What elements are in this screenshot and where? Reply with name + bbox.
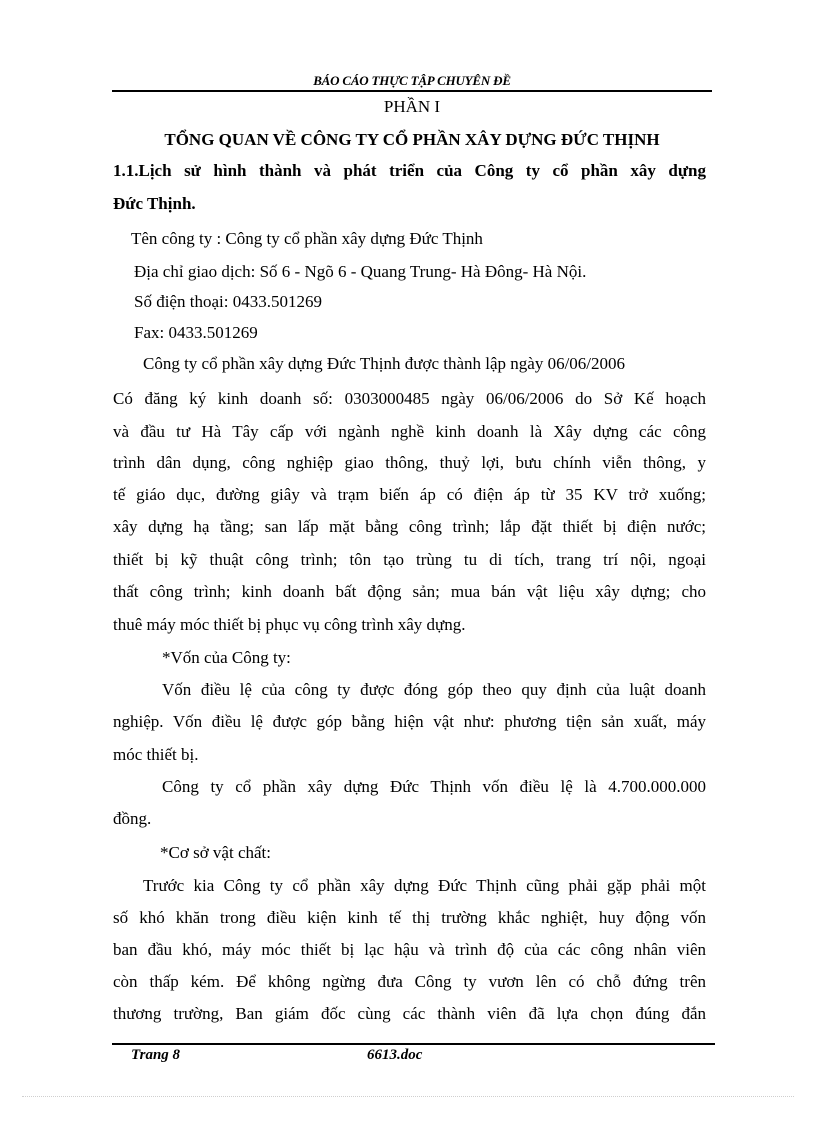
paragraph-line: thất công trình; kinh doanh bất động sản; mua bán vật liệu xây dựng; cho [113, 582, 706, 601]
paragraph-line: còn thấp kém. Để không ngừng đưa Công ty vươn lên có chỗ đứng trên [113, 972, 706, 991]
footer-filename: 6613.doc [367, 1047, 423, 1063]
subheading-line-2: Đức Thịnh. [113, 194, 196, 213]
header-divider [112, 90, 712, 92]
paragraph-line: Có đăng ký kinh doanh số: 0303000485 ngày 06/06/2006 do Sở Kế hoạch [113, 389, 706, 408]
paragraph-line: thiết bị kỹ thuật công trình; tôn tạo trùng tu di tích, trang trí nội, ngoại [113, 550, 706, 569]
company-name: Tên công ty : Công ty cổ phần xây dựng Đức Thịnh [131, 229, 483, 248]
capital-heading: *Vốn của Công ty: [162, 648, 291, 667]
paragraph-line: móc thiết bị. [113, 745, 199, 764]
facilities-heading: *Cơ sở vật chất: [160, 843, 271, 862]
paragraph-line: Trước kia Công ty cổ phần xây dựng Đức Thịnh cũng phải gặp phải một [143, 876, 706, 895]
company-fax: Fax: 0433.501269 [134, 323, 258, 342]
paragraph-line: Công ty cổ phần xây dựng Đức Thịnh được thành lập ngày 06/06/2006 [143, 354, 626, 373]
paragraph-line: Vốn điều lệ của công ty được đóng góp theo quy định của luật doanh [162, 680, 706, 699]
paragraph-line: trình dân dụng, công nghiệp giao thông, thuỷ lợi, bưu chính viễn thông, y [113, 453, 706, 472]
section-title: TỔNG QUAN VỀ CÔNG TY CỔ PHẦN XÂY DỰNG ĐỨC THỊNH [164, 130, 660, 149]
paragraph-line: thương trường, Ban giám đốc cùng các thành viên đã lựa chọn đúng đắn [113, 1004, 706, 1023]
subheading-line-1: 1.1.Lịch sử hình thành và phát triển của Công ty cổ phần xây dựng [113, 161, 706, 180]
footer-page-number: Trang 8 [131, 1047, 181, 1063]
paragraph-line: và đầu tư Hà Tây cấp với ngành nghề kinh doanh là Xây dựng các công [113, 422, 706, 441]
paragraph-line: nghiệp. Vốn điều lệ được góp bằng hiện vật như: phương tiện sản xuất, máy [113, 712, 706, 731]
paragraph-line: thuê máy móc thiết bị phục vụ công trình xây dựng. [113, 615, 466, 634]
company-phone: Số điện thoại: 0433.501269 [134, 292, 322, 311]
paragraph-line: xây dựng hạ tầng; san lấp mặt bằng công trình; lắp đặt thiết bị điện nước; [113, 517, 706, 536]
paragraph-line: đồng. [113, 809, 152, 828]
part-label: PHẦN I [383, 97, 441, 116]
page-bottom-edge [22, 1096, 794, 1097]
paragraph-line: ban đầu khó, máy móc thiết bị lạc hậu và trình độ của các công nhân viên [113, 940, 706, 959]
company-address: Địa chỉ giao dịch: Số 6 - Ngõ 6 - Quang Trung- Hà Đông- Hà Nội. [134, 262, 587, 281]
paragraph-line: Công ty cổ phần xây dựng Đức Thịnh vốn điều lệ là 4.700.000.000 [162, 777, 706, 796]
paragraph-line: tế giáo dục, đường giây và trạm biến áp có điện áp từ 35 KV trở xuống; [113, 485, 706, 504]
page-header-title: BÁO CÁO THỰC TẬP CHUYÊN ĐỀ [313, 73, 511, 88]
paragraph-line: số khó khăn trong điều kiện kinh tế thị trường khắc nghiệt, huy động vốn [113, 908, 706, 927]
